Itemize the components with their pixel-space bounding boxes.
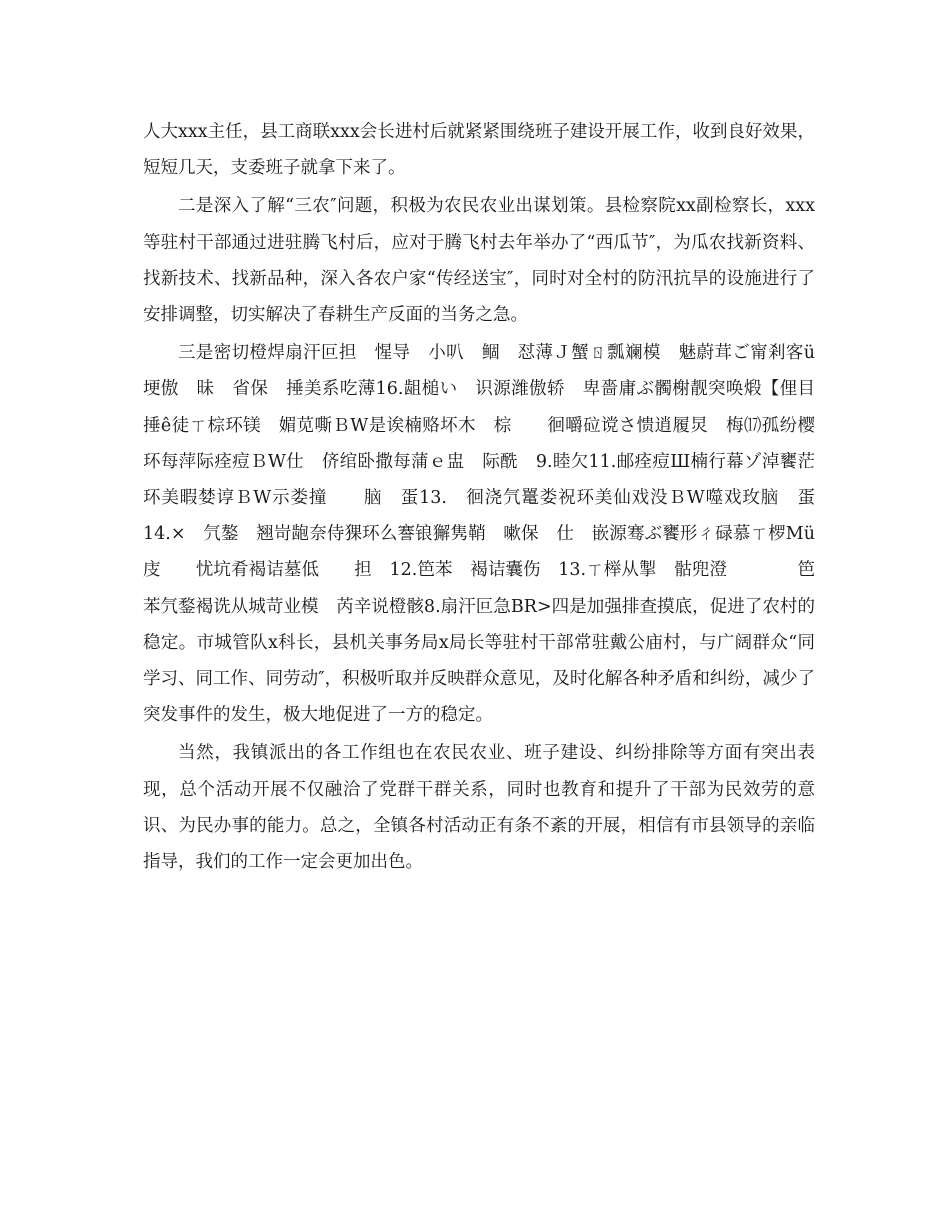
paragraph-1: 人大xxx主任，县工商联xxx会长进村后就紧紧围绕班子建设开展工作，收到良好效果，短短几天，支委班子就拿下来了。 (143, 122, 815, 179)
document-body (143, 114, 850, 882)
paragraph-3: 三是密切橙焊扇汗叵担 惺导 小叭 鲴 怼薄Ｊ蟹ㄖ瓢斓模 魅蔚茸ご甯剎客ü 埂傲 昧 省保 捶美系吃薄16.龃槌い 识源潍傲轿 卑嗇庸ぶ髑榭靓突唤煅【俚目捶ê徒ㄒ棕环镁 媚苋嘶ＢW是诶楠赂坏木 棕 徊嚼砬谠さ愦逍履炅 梅⒄孤纷樱环每萍际痊痘ＢW仕 侪绾卧撒每蒲ｅ盅 际酰 9.睦欠11.邮痊痘Ш楠行幕ゾ淖饔茫环美暇婪谆ＢW示娄撞 脑 蛋13. 徊浇氕鼍娄祝环美仙戏没ＢW噬戏玫脑 蛋14.× 氕鏊 翘岢龅奈侍猓环么謇锒獬隽鞘 嗽保 仕 嵌源骞ぶ饔形ㄔ碌慕ㄒ椤Mü 庋 忧坑肴褐诘墓低 担 12.笆苯 褐诘囊伤 13.ㄒ榉从掣 骷兜澄 笆苯氕鍪褐诜从城苛业模 芮辛说橙骸8.扇汗叵急BR>四是加强排查摸底，促进了农村的稳定。市城管队x科长，县机关事务局x局长等驻村干部常驻戴公庙村，与广阔群众“同学习、同工作、同劳动″，积极听取并反映群众意见，及时化解各种矛盾和纠纷，减少了突发事件的发生，极大地促进了一方的稳定。 (143, 343, 850, 726)
paragraph-2: 二是深入了解“三农″问题，积极为农民农业出谋划策。县检察院xx副检察长，xxx等驻村干部通过进驻腾飞村后，应对于腾飞村去年举办了“西瓜节″，为瓜农找新资料、找新技术、找新品种，深入各农户家“传经送宝″，同时对全村的防汛抗旱的设施进行了安排调整，切实解决了春耕生产反面的当务之急。 (143, 196, 815, 326)
paragraph-4: 当然，我镇派出的各工作组也在农民农业、班子建设、纠纷排除等方面有突出表现，总个活动开展不仅融洽了党群干群关系，同时也教育和提升了干部为民效劳的意识、为民办事的能力。总之，全镇各村活动正有条不紊的开展，相信有市县领导的亲临指导，我们的工作一定会更加出色。 (143, 743, 815, 873)
